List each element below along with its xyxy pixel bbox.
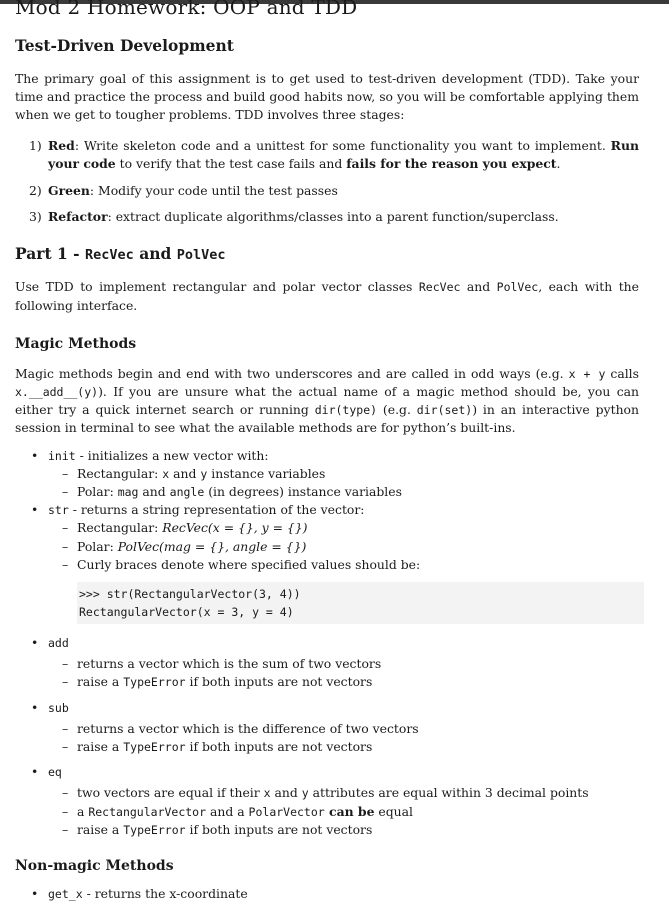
stage-green: 2) Green: Modify your code until the test passes <box>15 182 639 200</box>
method-str: • str - returns a string representation of the vector: – Rectangular: RecVec(x = {}, y = {}) – Polar: PolVec(mag = {}, angle = {}) – Curly braces denote where specified values should be: >>> str(RectangularVector(3, 4)) RectangularVector(x = 3, y = 4) <box>15 501 639 624</box>
add-item: – returns a vector which is the sum of two vectors <box>62 656 382 672</box>
part1-heading: Part 1 - RecVec and PolVec <box>15 244 226 264</box>
tdd-stages-list <box>15 137 639 227</box>
magic-methods-list <box>15 447 639 839</box>
document-body <box>15 36 639 903</box>
code-example <box>77 582 644 624</box>
eq-item: – raise a TypeError if both inputs are not vectors <box>62 821 373 837</box>
stage-name: Red <box>48 137 75 153</box>
sub-item: – returns a vector which is the difference of two vectors <box>62 720 419 736</box>
method-name: str <box>48 503 69 518</box>
tdd-intro: The primary goal of this assignment is to get used to test-driven development (TDD). Take your time and practice the process and build good habits now, so you will be comfortable applying them when we get to tougher problems. TDD involves three stages: <box>15 71 639 123</box>
method-name: eq <box>48 765 62 780</box>
init-rectangular: – Rectangular: x and y instance variables <box>62 465 326 481</box>
non-magic-methods-heading: Non-magic Methods <box>15 858 174 875</box>
stage-red: 1) Red: Write skeleton code and a unittest for some functionality you want to implement. Run your code to verify that the test case fails and fails for the reason you expect. <box>29 137 639 171</box>
init-polar: – Polar: mag and angle (in degrees) instance variables <box>62 484 402 500</box>
tdd-heading: Test-Driven Development <box>15 36 234 55</box>
stage-number: 1) <box>29 137 42 153</box>
bullet: • <box>31 447 39 463</box>
method-name: add <box>48 636 69 651</box>
bullet: • <box>31 699 39 715</box>
str-curly-note: – Curly braces denote where specified values should be: <box>62 556 421 572</box>
stage-refactor: 3) Refactor: extract duplicate algorithms/classes into a parent function/superclass. <box>15 208 639 226</box>
method-name: sub <box>48 700 69 715</box>
non-magic-methods-list <box>15 885 639 903</box>
method-sub <box>15 699 639 757</box>
method-eq <box>15 763 639 839</box>
stage-number: 2) <box>29 182 42 198</box>
magic-methods-heading: Magic Methods <box>15 335 137 352</box>
magic-methods-intro: Magic methods begin and end with two underscores and are called in odd ways (e.g. x + y calls x.__add__(y)). If you are unsure what the actual name of a magic method should be, you can either try a quick internet search or running dir(type) (e.g. dir(set)) in an interactive python session in terminal to see what the available methods are for python’s built-ins. <box>15 365 640 436</box>
sub-item: – raise a TypeError if both inputs are not vectors <box>62 739 373 755</box>
eq-item: – two vectors are equal if their x and y attributes are equal within 3 decimal points <box>62 785 589 801</box>
eq-item: – a RectangularVector and a PolarVector can be equal <box>62 803 414 819</box>
str-polar: – Polar: PolVec(mag = {}, angle = {}) <box>62 538 307 554</box>
code-line: >>> str(RectangularVector(3, 4)) <box>79 587 301 602</box>
method-get-x: • get_x - returns the x-coordinate <box>15 885 639 903</box>
bullet: • <box>31 502 39 518</box>
part1-intro: Use TDD to implement rectangular and polar vector classes RecVec and PolVec, each with the following interface. <box>15 279 639 313</box>
code-line: RectangularVector(x = 3, y = 4) <box>79 605 294 620</box>
add-item: – raise a TypeError if both inputs are not vectors <box>62 674 373 690</box>
document-title: Mod 2 Homework: OOP and TDD <box>15 0 358 19</box>
bullet: • <box>31 635 39 651</box>
method-add <box>15 634 639 692</box>
bullet: • <box>31 764 39 780</box>
stage-name: Green <box>48 182 90 198</box>
stage-name: Refactor <box>48 209 108 225</box>
str-rectangular: – Rectangular: RecVec(x = {}, y = {}) <box>62 520 308 536</box>
bullet: • <box>31 886 39 902</box>
method-name: init <box>48 448 76 463</box>
stage-number: 3) <box>29 209 42 225</box>
method-name: get_x <box>48 887 83 902</box>
method-init: • init - initializes a new vector with: – Rectangular: x and y instance variables – Polar: mag and angle (in degrees) instance variables <box>15 447 639 502</box>
